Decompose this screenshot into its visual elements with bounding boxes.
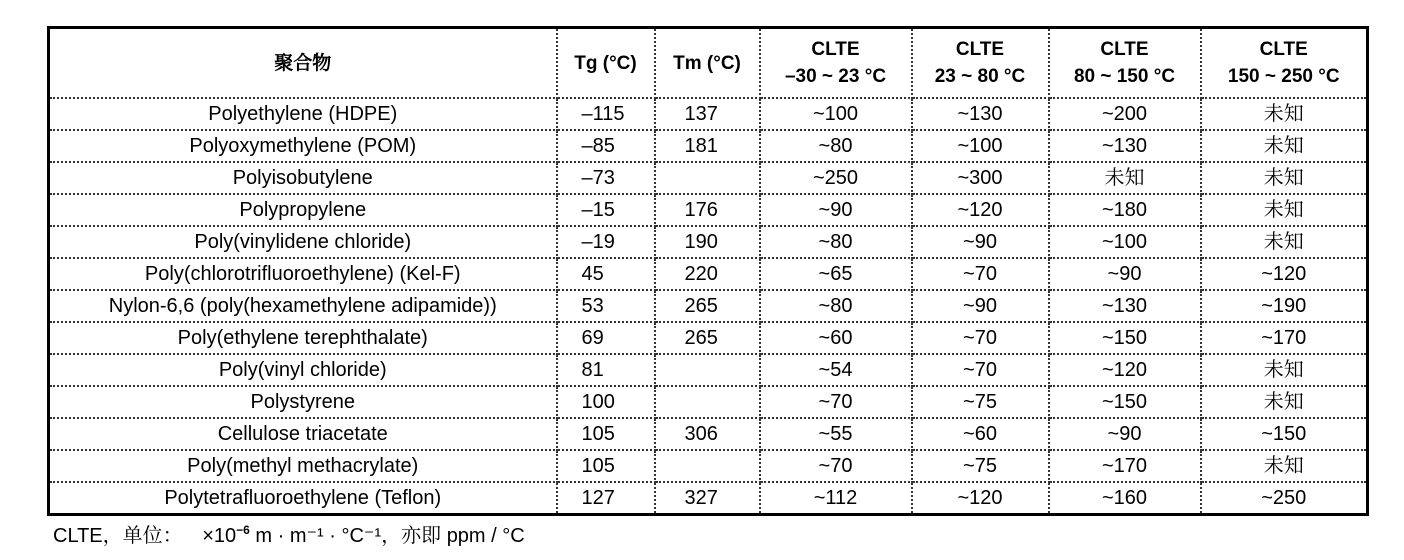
cell-clte-range-2: ~70 [912, 258, 1049, 290]
cell-tm: 190 [655, 226, 760, 258]
cell-clte-range-3: ~90 [1049, 418, 1201, 450]
header-clte-range: 80 ~ 150 °C [1073, 66, 1176, 87]
cell-clte-range-3: ~120 [1049, 354, 1201, 386]
cell-clte-range-3: ~150 [1049, 322, 1201, 354]
cell-clte-range-1: ~250 [760, 162, 912, 194]
cell-tm: 137 [655, 98, 760, 130]
cell-tg: 127 [557, 482, 655, 515]
table-row [49, 482, 1368, 515]
footnote-unit: m · m⁻¹ · °C⁻¹，亦即 ppm / °C [255, 525, 525, 547]
table-row [49, 98, 1368, 130]
cell-clte-range-4: ~170 [1201, 322, 1368, 354]
cell-clte-range-3: 未知 [1049, 162, 1201, 194]
cell-clte-range-3: ~170 [1049, 450, 1201, 482]
cell-clte-range-1: ~112 [760, 482, 912, 515]
cell-polymer: Poly(vinylidene chloride) [49, 226, 557, 258]
cell-tm: 220 [655, 258, 760, 290]
cell-tg: –73 [557, 162, 655, 194]
cell-polymer: Polystyrene [49, 386, 557, 418]
header-tg: Tg (°C) [557, 28, 655, 99]
cell-tm: 265 [655, 322, 760, 354]
cell-polymer: Polyisobutylene [49, 162, 557, 194]
cell-clte-range-2: ~130 [912, 98, 1049, 130]
table-row [49, 322, 1368, 354]
header-tm: Tm (°C) [655, 28, 760, 99]
cell-clte-range-2: ~120 [912, 482, 1049, 515]
cell-tg: 45 [557, 258, 655, 290]
cell-clte-range-4: ~120 [1201, 258, 1368, 290]
cell-clte-range-1: ~70 [760, 386, 912, 418]
footnote-exponent: −6 [236, 523, 250, 537]
header-clte-label: CLTE [1259, 39, 1308, 60]
cell-clte-range-1: ~80 [760, 290, 912, 322]
header-clte-label: CLTE [811, 39, 860, 60]
table-row [49, 354, 1368, 386]
cell-tg: –115 [557, 98, 655, 130]
cell-clte-range-1: ~55 [760, 418, 912, 450]
cell-tg: 53 [557, 290, 655, 322]
polymer-thermal-table [47, 26, 1369, 516]
cell-tg: 81 [557, 354, 655, 386]
table-row [49, 386, 1368, 418]
cell-polymer: Poly(ethylene terephthalate) [49, 322, 557, 354]
cell-clte-range-1: ~100 [760, 98, 912, 130]
table-row [49, 226, 1368, 258]
cell-clte-range-1: ~54 [760, 354, 912, 386]
cell-clte-range-2: ~90 [912, 290, 1049, 322]
cell-clte-range-4: 未知 [1201, 226, 1368, 258]
cell-tg: 105 [557, 450, 655, 482]
header-clte-label: CLTE [1100, 39, 1149, 60]
cell-clte-range-3: ~100 [1049, 226, 1201, 258]
header-clte-range: 23 ~ 80 °C [934, 66, 1026, 87]
cell-clte-range-1: ~60 [760, 322, 912, 354]
unit-footnote [53, 516, 525, 550]
table-header [49, 28, 1368, 99]
table-row [49, 418, 1368, 450]
cell-tg: 69 [557, 322, 655, 354]
cell-polymer: Cellulose triacetate [49, 418, 557, 450]
cell-clte-range-4: 未知 [1201, 98, 1368, 130]
cell-clte-range-4: 未知 [1201, 386, 1368, 418]
header-clte-range-4 [1201, 28, 1368, 99]
cell-tg: –19 [557, 226, 655, 258]
cell-clte-range-2: ~70 [912, 354, 1049, 386]
header-clte-range-2 [912, 28, 1049, 99]
cell-tm [655, 450, 760, 482]
cell-polymer: Polyoxymethylene (POM) [49, 130, 557, 162]
table-row [49, 450, 1368, 482]
cell-clte-range-3: ~160 [1049, 482, 1201, 515]
cell-polymer: Poly(methyl methacrylate) [49, 450, 557, 482]
cell-tg: 105 [557, 418, 655, 450]
cell-polymer: Polytetrafluoroethylene (Teflon) [49, 482, 557, 515]
cell-tg: –15 [557, 194, 655, 226]
cell-tg: –85 [557, 130, 655, 162]
cell-clte-range-2: ~75 [912, 450, 1049, 482]
cell-tm: 306 [655, 418, 760, 450]
table-row [49, 290, 1368, 322]
cell-clte-range-2: ~70 [912, 322, 1049, 354]
cell-tm: 327 [655, 482, 760, 515]
cell-tm [655, 354, 760, 386]
header-clte-range: –30 ~ 23 °C [784, 66, 887, 87]
cell-clte-range-4: 未知 [1201, 162, 1368, 194]
cell-clte-range-4: ~150 [1201, 418, 1368, 450]
header-polymer: 聚合物 [49, 28, 557, 99]
cell-tm [655, 386, 760, 418]
cell-tm: 181 [655, 130, 760, 162]
cell-clte-range-1: ~80 [760, 226, 912, 258]
cell-clte-range-1: ~90 [760, 194, 912, 226]
table-body [49, 98, 1368, 515]
cell-clte-range-3: ~130 [1049, 290, 1201, 322]
footnote-multiplier: ×10 [202, 525, 237, 547]
cell-polymer: Poly(chlorotrifluoroethylene) (Kel-F) [49, 258, 557, 290]
table-row [49, 194, 1368, 226]
cell-polymer: Polypropylene [49, 194, 557, 226]
cell-tm: 265 [655, 290, 760, 322]
cell-clte-range-2: ~300 [912, 162, 1049, 194]
header-clte-range-1 [760, 28, 912, 99]
table-row [49, 258, 1368, 290]
cell-clte-range-1: ~65 [760, 258, 912, 290]
cell-clte-range-3: ~130 [1049, 130, 1201, 162]
cell-clte-range-3: ~90 [1049, 258, 1201, 290]
footnote-prefix: CLTE，单位： [53, 525, 183, 547]
cell-polymer: Polyethylene (HDPE) [49, 98, 557, 130]
table-row [49, 130, 1368, 162]
cell-clte-range-2: ~60 [912, 418, 1049, 450]
header-clte-label: CLTE [955, 39, 1005, 60]
table-row [49, 162, 1368, 194]
cell-clte-range-4: 未知 [1201, 450, 1368, 482]
cell-clte-range-3: ~180 [1049, 194, 1201, 226]
cell-clte-range-2: ~100 [912, 130, 1049, 162]
cell-tm: 176 [655, 194, 760, 226]
cell-polymer: Nylon-6,6 (poly(hexamethylene adipamide)) [49, 290, 557, 322]
cell-tm [655, 162, 760, 194]
header-clte-range-3 [1049, 28, 1201, 99]
cell-clte-range-4: ~190 [1201, 290, 1368, 322]
cell-clte-range-2: ~120 [912, 194, 1049, 226]
cell-clte-range-4: 未知 [1201, 130, 1368, 162]
polymer-thermal-table-container [47, 26, 1366, 516]
cell-clte-range-4: 未知 [1201, 354, 1368, 386]
cell-clte-range-4: 未知 [1201, 194, 1368, 226]
cell-clte-range-3: ~150 [1049, 386, 1201, 418]
cell-clte-range-2: ~90 [912, 226, 1049, 258]
cell-clte-range-1: ~80 [760, 130, 912, 162]
header-clte-range: 150 ~ 250 °C [1227, 66, 1340, 87]
header-row [49, 28, 1368, 99]
cell-tg: 100 [557, 386, 655, 418]
cell-polymer: Poly(vinyl chloride) [49, 354, 557, 386]
cell-clte-range-2: ~75 [912, 386, 1049, 418]
cell-clte-range-3: ~200 [1049, 98, 1201, 130]
cell-clte-range-4: ~250 [1201, 482, 1368, 515]
cell-clte-range-1: ~70 [760, 450, 912, 482]
